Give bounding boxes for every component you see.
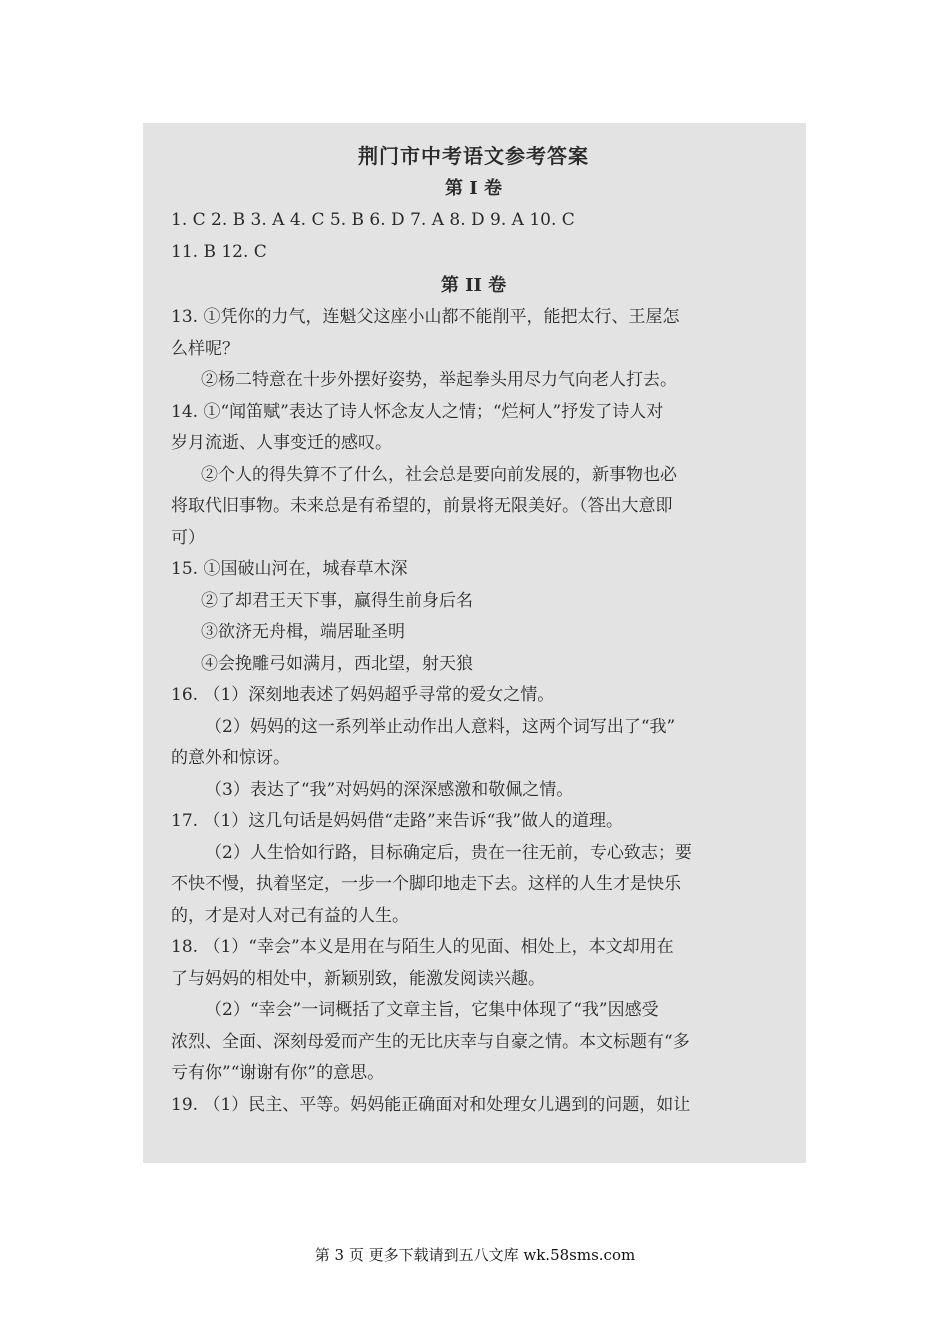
answer-line: 么样呢？	[171, 338, 239, 359]
answer-line: （2）妈妈的这一系列举止动作出人意料，这两个词写出了“我”	[205, 716, 676, 737]
answer-line: （2）人生恰如行路，目标确定后，贵在一往无前，专心致志；要	[205, 842, 692, 863]
answer-line: 的，才是对人对己有益的人生。	[171, 905, 409, 926]
answer-line: 将取代旧事物。未来总是有希望的，前景将无限美好。（答出大意即	[171, 496, 673, 516]
answer-line: 15. ①国破山河在，城春草木深	[171, 559, 408, 579]
answer-line: （3）表达了“我”对妈妈的深深感激和敬佩之情。	[205, 779, 574, 800]
section-heading-1: 第 I 卷	[445, 178, 502, 199]
answer-line: 14. ①“闻笛赋”表达了诗人怀念友人之情；“烂柯人”抒发了诗人对	[171, 401, 664, 422]
answer-line: ②了却君王天下事，赢得生前身后名	[201, 590, 473, 611]
mc-answers-line-2: 11. B 12. C	[171, 241, 267, 262]
answer-line: 浓烈、全面、深刻母爱而产生的无比庆幸与自豪之情。本文标题有“多	[171, 1031, 690, 1052]
section-heading-2: 第 II 卷	[440, 275, 507, 296]
answer-line: ②杨二特意在十步外摆好姿势，举起拳头用尽力气向老人打去。	[201, 370, 677, 390]
answer-line: （2）“幸会”一词概括了文章主旨，它集中体现了“我”因感受	[205, 1000, 659, 1020]
answer-line: ③欲济无舟楫，端居耻圣明	[201, 622, 405, 642]
answer-line: ②个人的得失算不了什么，社会总是要向前发展的，新事物也必	[201, 464, 677, 485]
answer-line: 13. ①凭你的力气，连魁父这座小山都不能削平，能把太行、王屋怎	[171, 307, 680, 327]
answer-line: 可）	[171, 527, 205, 548]
answer-line: ④会挽雕弓如满月，西北望，射天狼	[201, 653, 473, 674]
answer-line: 了与妈妈的相处中，新颖别致，能激发阅读兴趣。	[171, 968, 545, 989]
answer-line: 岁月流逝、人事变迁的感叹。	[171, 433, 392, 453]
answer-line: 16. （1）深刻地表述了妈妈超乎寻常的爱女之情。	[171, 685, 555, 705]
answer-line: 亏有你”“谢谢有你”的意思。	[171, 1063, 385, 1083]
page-title: 荆门市中考语文参考答案	[358, 144, 589, 168]
page-footer: 第 3 页 更多下载请到五八文库 wk.58sms.com	[314, 1246, 636, 1264]
answer-body	[171, 302, 776, 1121]
scanned-answer-sheet	[143, 123, 806, 1163]
answer-line: 17. （1）这几句话是妈妈借“走路”来告诉“我”做人的道理。	[171, 811, 624, 831]
answer-line: 的意外和惊讶。	[171, 748, 290, 768]
answer-line: 19. （1）民主、平等。妈妈能正确面对和处理女儿遇到的问题，如让	[171, 1094, 691, 1115]
answer-line: 18. （1）“幸会”本义是用在与陌生人的见面、相处上，本文却用在	[171, 937, 674, 957]
mc-answers-line-1: 1. C 2. B 3. A 4. C 5. B 6. D 7. A 8. D 9. A 10. C	[171, 210, 575, 230]
answer-line: 不快不慢，执着坚定，一步一个脚印地走下去。这样的人生才是快乐	[171, 874, 681, 894]
